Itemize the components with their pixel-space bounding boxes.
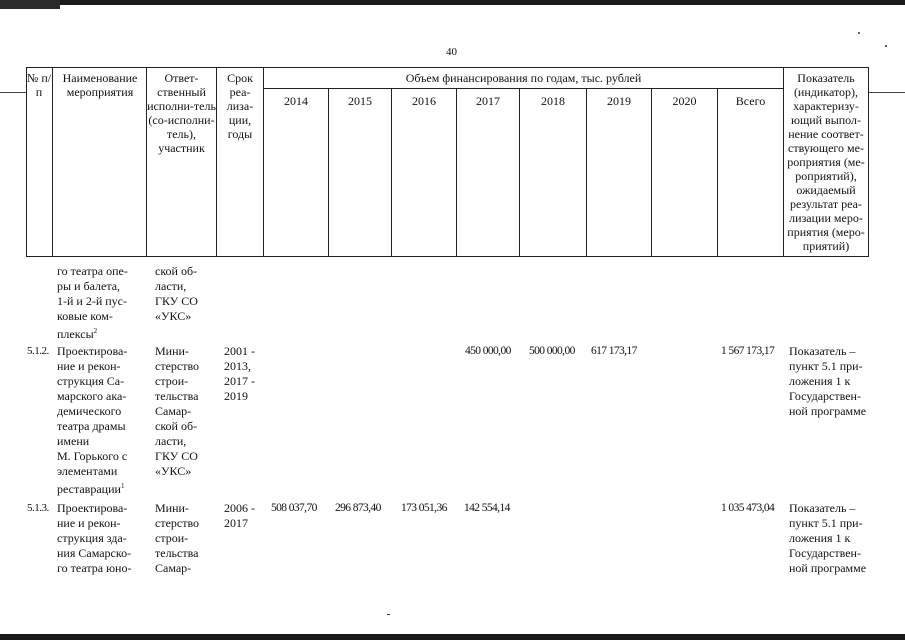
row-1-name: го театра опе- ры и балета, 1-й и 2-й пус- ковые ком- плексы$^2$ [57, 264, 128, 341]
row-3-value-2017: 142 554,14 [464, 502, 510, 514]
header-total: Всего [735, 94, 766, 108]
header-year-2018: 2018 [541, 94, 565, 108]
header-col-responsible: Ответ-ственный исполни-тель (со-исполни-тель), участник [147, 71, 216, 155]
row-2-value-2019: 617 173,17 [591, 345, 637, 357]
row-3-indicator: Показатель – пункт 5.1 при- ложения 1 к Государствен- ной программе [789, 501, 867, 575]
header-col-indicator: Показатель (индикатор), характеризу-ющий выпол-нение соответ-ствующего ме-роприятия (ме-роприятий), ожидаемый результат реа-лизации меро-приятия (меро-приятий) [787, 71, 865, 253]
row-1-responsible: ской об- ласти, ГКУ СО «УКС» [155, 264, 198, 323]
scan-line [0, 92, 26, 93]
scan-speck [387, 614, 390, 615]
row-2-name: Проектирова- ние и рекон- струкция Са- марского ака- демического театра драмы имени М. Горького с элементами реставрации$^1$ [57, 344, 128, 496]
scan-line [869, 92, 905, 93]
header-year-2019: 2019 [607, 94, 631, 108]
scan-speck [858, 32, 860, 34]
row-2-indicator: Показатель – пункт 5.1 при- ложения 1 к Государствен- ной программе [789, 344, 867, 418]
row-3-value-2016: 173 051,36 [401, 502, 447, 514]
header-year-2015: 2015 [348, 94, 372, 108]
row-2-term: 2001 - 2013, 2017 - 2019 [224, 344, 255, 403]
row-3-value-2014: 508 037,70 [271, 502, 317, 514]
row-3-total: 1 035 473,04 [721, 502, 775, 514]
row-3-number: 5.1.3. [27, 502, 49, 514]
row-3-responsible: Мини- стерство строи- тельства Самар- [155, 501, 200, 575]
header-col-name: Наименование мероприятия [62, 71, 138, 99]
table-header [26, 67, 869, 257]
row-2-value-2018: 500 000,00 [529, 345, 575, 357]
scan-top-border [0, 0, 905, 5]
row-3-name: Проектирова- ние и рекон- струкция зда- ния Самарско- го театра юно- [57, 501, 132, 575]
scan-top-mark [0, 0, 60, 9]
row-2-total: 1 567 173,17 [721, 345, 775, 357]
header-col-no: № п/п [26, 71, 52, 99]
scan-bottom-border [0, 634, 905, 640]
row-2-value-2017: 450 000,00 [465, 345, 511, 357]
header-col-term: Срок реа-лиза-ции, годы [226, 71, 254, 141]
header-year-2017: 2017 [476, 94, 500, 108]
header-year-2014: 2014 [284, 94, 308, 108]
row-2-number: 5.1.2. [27, 345, 49, 357]
row-3-value-2015: 296 873,40 [335, 502, 381, 514]
header-year-2016: 2016 [412, 94, 436, 108]
scan-speck [885, 45, 887, 47]
row-2-responsible: Мини- стерство строи- тельства Самар- ской об- ласти, ГКУ СО «УКС» [155, 344, 200, 478]
header-col-financing: Объем финансирования по годам, тыс. рублей [405, 71, 642, 85]
row-3-term: 2006 - 2017 [224, 501, 255, 530]
page-number: 40 [446, 46, 457, 58]
header-year-2020: 2020 [672, 94, 697, 108]
